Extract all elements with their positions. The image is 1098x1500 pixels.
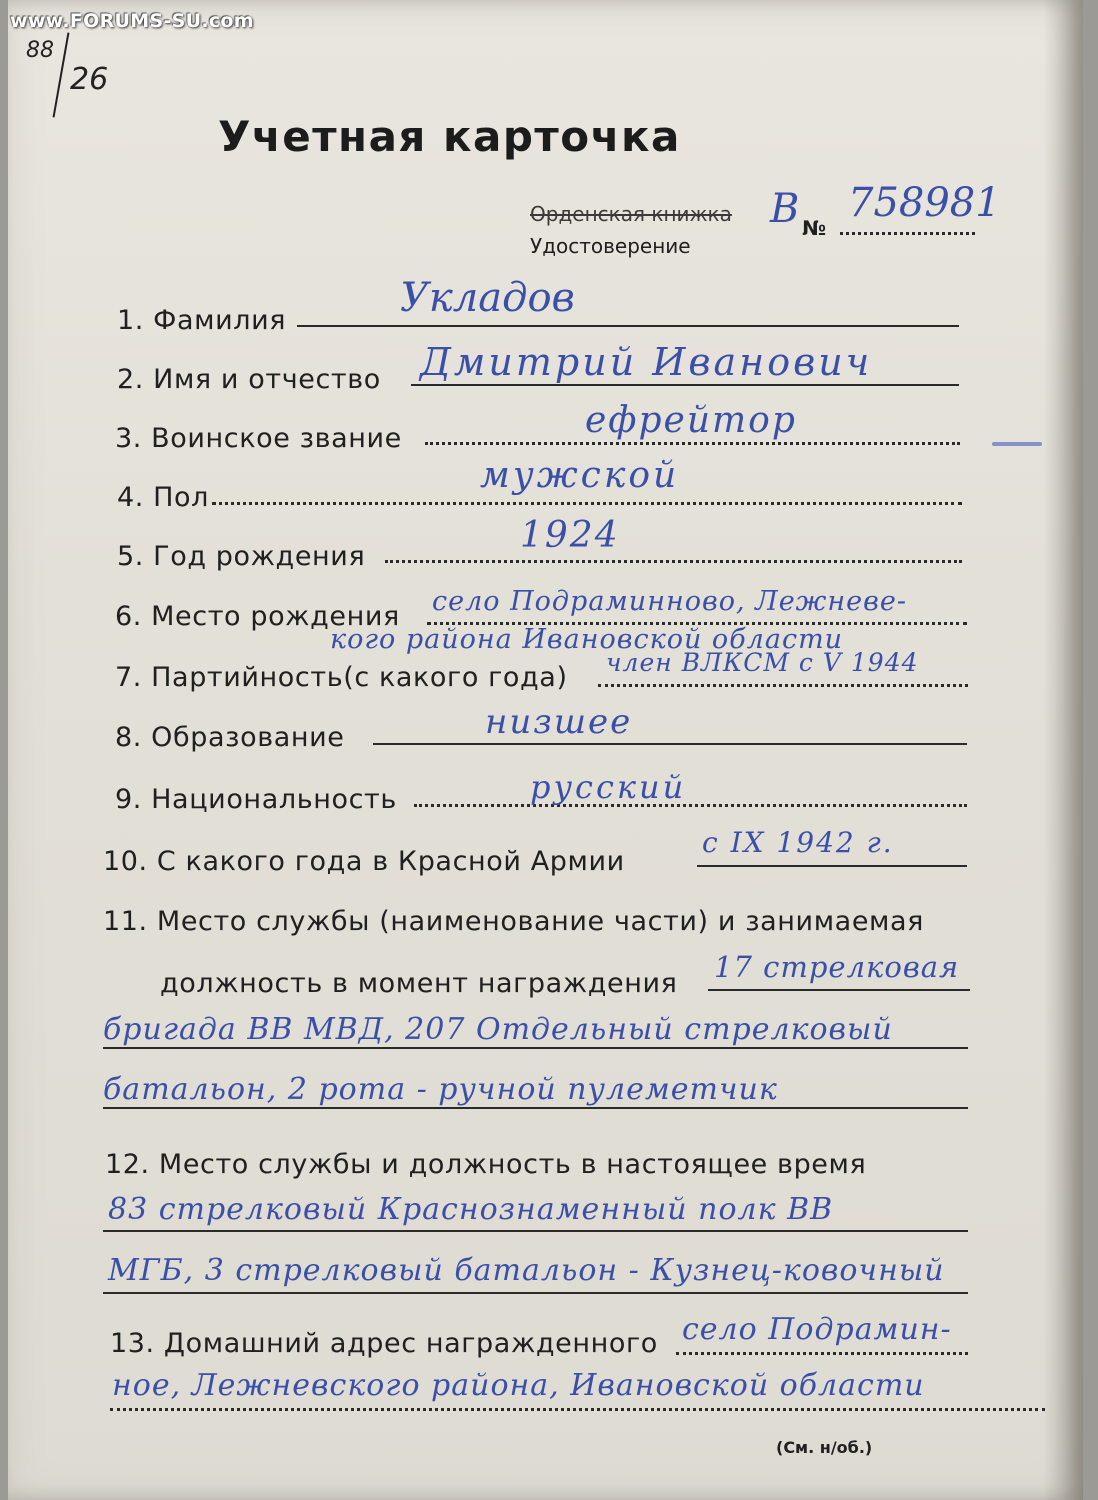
field-sex-label: 4. Пол: [117, 482, 210, 513]
footer-note: (См. н/об.): [776, 1438, 873, 1457]
field-name-line: [411, 384, 959, 386]
field-rank-label: 3. Воинское звание: [115, 423, 402, 454]
doc-label: Удостоверение: [530, 234, 691, 258]
field-birthplace-value-1: село Подраминново, Лежневе-: [432, 586, 907, 617]
field-surname-line: [297, 325, 959, 327]
ink-mark: [992, 442, 1042, 446]
field-party-value: член ВЛКСМ с V 1944: [606, 648, 919, 677]
doc-number: 758981: [848, 180, 1001, 226]
doc-number-line: [840, 232, 975, 235]
field-surname-label: 1. Фамилия: [117, 305, 287, 336]
page-edge-shadow: [1043, 0, 1083, 1500]
field-home-address-line-2: [110, 1408, 1045, 1411]
field-birth-year-value: 1924: [520, 515, 620, 556]
field-army-since-value: с IX 1942 г.: [702, 826, 894, 859]
field-service-value-2: бригада ВВ МВД, 207 Отдельный стрелковый: [103, 1012, 893, 1047]
field-service-line-3: [103, 1107, 968, 1109]
field-name-value: Дмитрий Иванович: [420, 340, 873, 384]
field-nationality-line: [414, 804, 967, 807]
field-service-label-1: 11. Место службы (наименование части) и занимаемая: [103, 906, 924, 937]
field-army-since-label: 10. С какого года в Красной Армии: [103, 846, 625, 877]
field-surname-value: Укладов: [400, 275, 575, 321]
struck-doc-label: Орденская книжка: [530, 202, 732, 226]
field-home-address-value-1: село Подрамин-: [682, 1312, 952, 1347]
field-home-address-line-1: [676, 1352, 968, 1355]
field-current-service-line-2: [103, 1292, 968, 1294]
field-nationality-label: 9. Национальность: [115, 784, 397, 815]
field-rank-value: ефрейтор: [585, 400, 797, 441]
field-current-service-line-1: [103, 1230, 968, 1232]
field-birthplace-label: 6. Место рождения: [115, 601, 400, 632]
field-education-value: низшее: [485, 702, 633, 742]
field-home-address-value-2: ное, Лежневского района, Ивановской области: [112, 1368, 925, 1403]
field-birth-year-line: [385, 560, 962, 563]
field-service-value-3: батальон, 2 рота - ручной пулеметчик: [103, 1072, 778, 1107]
field-home-address-label: 13. Домашний адрес награжденного: [110, 1328, 658, 1359]
field-service-line-1: [708, 989, 970, 991]
field-service-line-2: [103, 1047, 968, 1049]
number-sign: №: [802, 216, 827, 240]
field-sex-value: мужской: [480, 455, 680, 496]
field-birthplace-value-2: кого района Ивановской области: [330, 624, 844, 655]
field-education-label: 8. Образование: [115, 722, 345, 753]
field-current-service-value-1: 83 стрелковый Краснознаменный полк ВВ: [108, 1192, 834, 1227]
field-army-since-line: [697, 865, 967, 867]
field-party-line: [598, 684, 968, 687]
field-nationality-value: русский: [530, 768, 687, 806]
field-service-label-2: должность в момент награждения: [160, 968, 678, 999]
field-birth-year-label: 5. Год рождения: [117, 541, 366, 572]
field-service-value-1: 17 стрелковая: [714, 950, 960, 984]
field-current-service-label: 12. Место службы и должность в настоящее время: [105, 1149, 867, 1180]
field-name-label: 2. Имя и отчество: [117, 364, 381, 395]
field-rank-line: [425, 442, 960, 445]
corner-number-bottom: 26: [70, 62, 109, 97]
field-sex-line: [212, 502, 962, 505]
corner-number-top: 88: [26, 38, 54, 63]
field-current-service-value-2: МГБ, 3 стрелковый батальон - Кузнец-ковочный: [108, 1253, 945, 1288]
page-title: Учетная карточка: [218, 112, 681, 161]
doc-series: В: [770, 186, 800, 232]
field-education-line: [373, 743, 967, 745]
field-party-label: 7. Партийность(с какого года): [115, 662, 568, 693]
watermark: www.FORUMS-SU.com: [10, 10, 254, 32]
